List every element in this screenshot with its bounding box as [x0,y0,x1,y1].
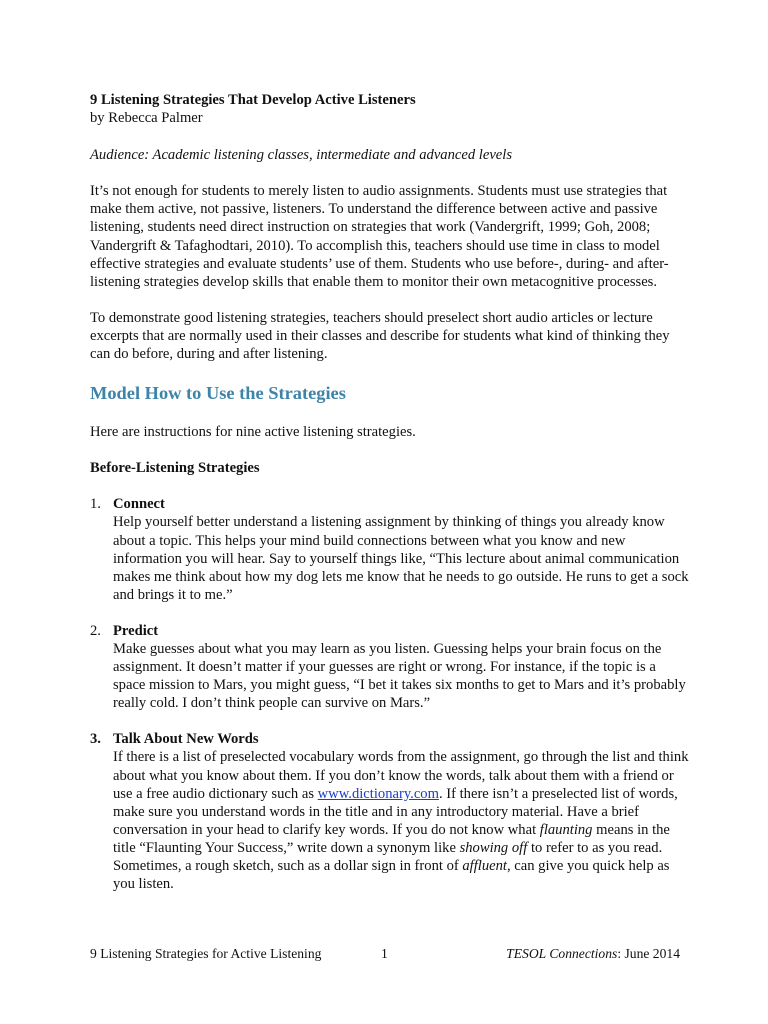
strategies-intro: Here are instructions for nine active listening strategies. [90,424,416,441]
strategy-item-talk-about-new-words [90,730,690,893]
strategy-text-part: If there is a list of preselected vocabulary words from the assignment, go through the list and think about what you know about them. If you don’t know the words, talk about them with a friend or use a free audio dictionary such as [113,749,689,802]
dictionary-link[interactable]: www.dictionary.com [317,785,439,802]
publication-name: TESOL Connections [506,946,618,961]
document-title: 9 Listening Strategies That Develop Active Listeners [90,92,416,108]
strategy-number: 3. [90,731,101,748]
section-heading: Model How to Use the Strategies [90,383,346,404]
intro-paragraph: It’s not enough for students to merely listen to audio assignments. Students must use strategies that make them active, not passive, listeners. To understand the difference between active and passive listening, students need direct instruction on strategies that work (Vandergrift, 1999; Goh, 2008; Vandergrift & Tafaghodtari, 2010). To accomplish this, teachers should use time in class to model effective strategies and evaluate students’ use of them. Students who use before-, during- and after-listening strategies develop skills that enable them to monitor their own metacognitive processes. [90,183,669,290]
before-listening-heading: Before-Listening Strategies [90,460,260,477]
strategy-text-part: , can give you quick help as you listen. [113,858,670,893]
strategy-name: Talk About New Words [113,731,259,748]
italic-term: showing off [459,839,528,856]
strategy-list [90,495,690,893]
footer-publication [506,945,680,963]
italic-term: affluent [462,858,507,874]
strategy-number: 2. [90,622,101,639]
strategy-item-connect [90,495,690,604]
demonstrate-paragraph: To demonstrate good listening strategies, teachers should preselect short audio articles or lecture excerpts that are normally used in their classes and describe for students what kind of thinking they can do before, during and after listening. [90,309,670,363]
document-page [90,91,690,911]
strategy-text: Make guesses about what you may learn as you listen. Guessing helps your brain focus on the assignment. It doesn’t matter if your guesses are right or wrong. For instance, if the topic is a space mission to Mars, you might guess, “I bet it takes six months to get to Mars and it’s probably really cold. I don’t think people can survive on Mars.” [113,640,686,712]
audience-line: Audience: Academic listening classes, intermediate and advanced levels [90,147,513,164]
strategy-text-part: means in the title “Flaunting Your Success,” write down a synonym like [113,821,670,856]
page-footer [90,945,680,963]
strategy-text [113,749,689,892]
strategy-text: Help yourself better understand a listening assignment by thinking of things you already know about a topic. This helps your mind build connections between what you know and new information you will hear. Say to yourself things like, “This lecture about animal communication makes me think about how my dog lets me know that he needs to go outside. He runs to get a sock and brings it to me.” [113,514,689,603]
footer-document-title: 9 Listening Strategies for Active Listening [90,946,322,961]
page-number: 1 [381,946,388,961]
strategy-text-part: to refer to as you read. Sometimes, a rough sketch, such as a dollar sign in front of [113,839,663,874]
italic-term: flaunting [539,821,593,838]
publication-date: : June 2014 [617,946,680,961]
strategy-number: 1. [90,496,101,513]
strategy-name: Connect [113,496,165,513]
strategy-name: Predict [113,622,159,639]
strategy-item-predict [90,622,690,712]
author-byline: by Rebecca Palmer [90,110,203,127]
strategy-text-part: . If there isn’t a preselected list of words, make sure you understand words in the title and in any introductory material. Have a brief conversation in your head to clarify key words. If you do not know what [113,785,678,838]
